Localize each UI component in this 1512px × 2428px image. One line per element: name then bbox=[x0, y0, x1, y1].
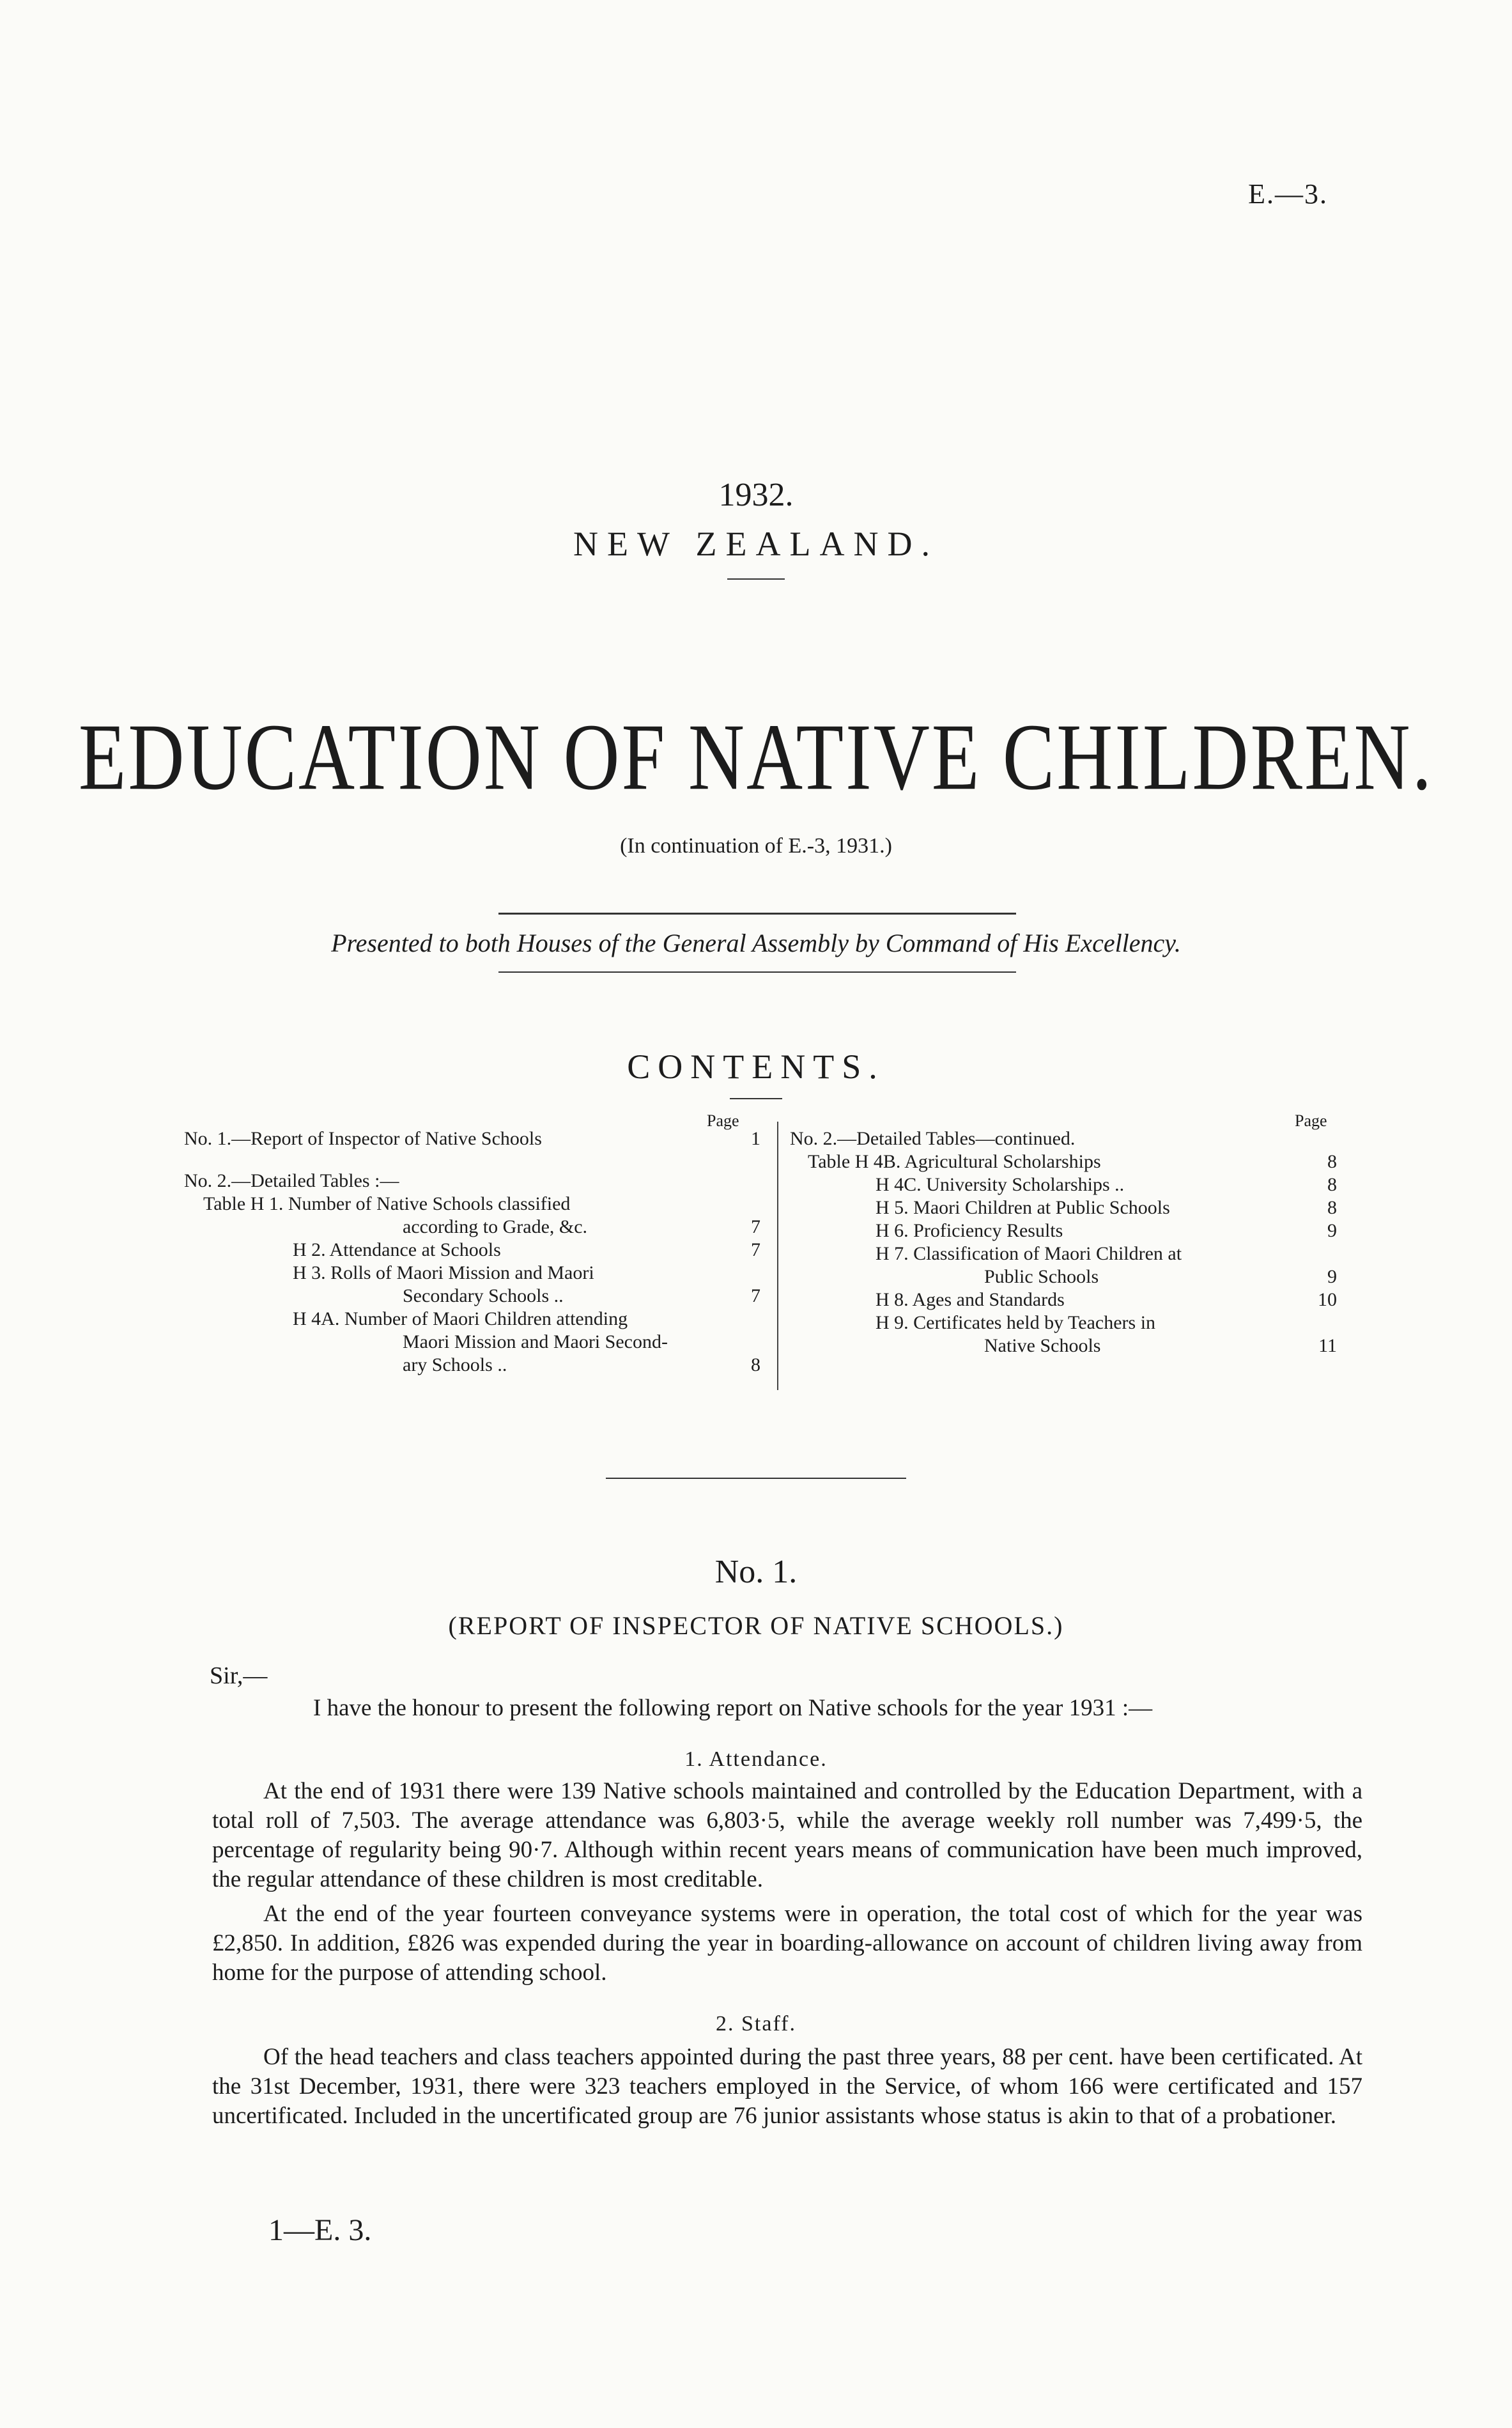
subtitle: (In continuation of E.-3, 1931.) bbox=[620, 834, 892, 858]
toc-entry-text: H 8. Ages and Standards bbox=[876, 1289, 1065, 1310]
toc-entry-text: Table H 4B. Agricultural Scholarships bbox=[808, 1151, 1101, 1172]
section-rule bbox=[606, 1478, 906, 1479]
toc-entry bbox=[876, 1219, 1063, 1242]
contents-rule bbox=[730, 1098, 782, 1099]
toc-entry-page: 7 bbox=[751, 1285, 760, 1306]
toc-entry bbox=[184, 1127, 542, 1150]
toc-entry bbox=[293, 1308, 628, 1331]
toc-entry bbox=[403, 1216, 587, 1239]
toc-entry bbox=[293, 1262, 594, 1285]
toc-entry bbox=[293, 1239, 501, 1262]
toc-entry bbox=[808, 1150, 1101, 1173]
page-title: EDUCATION OF NATIVE CHILDREN. bbox=[78, 704, 1434, 810]
section-heading-attendance: 1. Attendance. bbox=[684, 1747, 828, 1771]
toc-entry bbox=[984, 1265, 1099, 1288]
toc-entry bbox=[876, 1196, 1170, 1219]
toc-column-divider bbox=[777, 1122, 778, 1390]
toc-entry-page: 7 bbox=[751, 1239, 760, 1260]
country-heading: NEW ZEALAND. bbox=[573, 525, 939, 563]
toc-entry bbox=[876, 1173, 1124, 1196]
toc-entry bbox=[403, 1285, 564, 1308]
contents-heading: CONTENTS. bbox=[627, 1048, 885, 1086]
toc-entry-text: Maori Mission and Maori Second- bbox=[403, 1331, 668, 1352]
toc-entry-text: No. 2.—Detailed Tables—continued. bbox=[790, 1128, 1076, 1149]
toc-entry bbox=[790, 1127, 1075, 1150]
toc-entry-text: H 2. Attendance at Schools bbox=[293, 1239, 501, 1260]
toc-entry bbox=[876, 1311, 1155, 1334]
staff-paragraph-1: Of the head teachers and class teachers appointed during the past three years, 88 per cent. have been certificated. At the 31st December, 1931, there were 323 teachers employed in the Service, of whom 166 were certificated and 157 uncertificated. Included in the uncertificated group are 76 junior assistants whose status is akin to that of a probationer. bbox=[212, 2044, 1362, 2129]
toc-entry-text: H 5. Maori Children at Public Schools bbox=[876, 1197, 1170, 1218]
toc-entry bbox=[403, 1354, 507, 1377]
toc-entry-text: Table H 1. Number of Native Schools classified bbox=[203, 1193, 571, 1214]
toc-entry-page: 11 bbox=[1318, 1335, 1337, 1356]
toc-entry-page: 8 bbox=[1327, 1197, 1337, 1218]
section-heading-staff: 2. Staff. bbox=[716, 2012, 796, 2036]
toc-entry-text: H 4C. University Scholarships .. bbox=[876, 1174, 1125, 1195]
toc-entry-page: 8 bbox=[1327, 1174, 1337, 1195]
toc-entry-text: ary Schools .. bbox=[403, 1354, 507, 1375]
intro-paragraph: I have the honour to present the following report on Native schools for the year 1931 :— bbox=[313, 1695, 1153, 1721]
presented-bottom-rule bbox=[498, 971, 1016, 973]
short-rule bbox=[727, 578, 785, 580]
toc-entry-page: 10 bbox=[1318, 1289, 1337, 1310]
toc-entry-text: No. 2.—Detailed Tables :— bbox=[184, 1170, 399, 1191]
toc-entry-page: 9 bbox=[1327, 1266, 1337, 1287]
toc-entry-text: according to Grade, &c. bbox=[403, 1216, 588, 1237]
presented-top-rule bbox=[498, 913, 1016, 915]
toc-entry-text: H 7. Classification of Maori Children at bbox=[876, 1243, 1182, 1264]
toc-entry bbox=[184, 1170, 399, 1193]
toc-entry-text: H 9. Certificates held by Teachers in bbox=[876, 1312, 1156, 1333]
report-title: (REPORT OF INSPECTOR OF NATIVE SCHOOLS.) bbox=[448, 1611, 1064, 1640]
toc-entry-text: H 3. Rolls of Maori Mission and Maori bbox=[293, 1262, 594, 1283]
toc-entry-text: H 6. Proficiency Results bbox=[876, 1220, 1063, 1241]
toc-entry bbox=[984, 1334, 1100, 1357]
presentation-line: Presented to both Houses of the General Assembly by Command of His Excellency. bbox=[331, 929, 1181, 957]
toc-entry bbox=[876, 1288, 1065, 1311]
toc-entry-text: Secondary Schools .. bbox=[403, 1285, 564, 1306]
toc-entry bbox=[876, 1242, 1182, 1265]
toc-entry-text: Native Schools bbox=[984, 1335, 1101, 1356]
toc-entry-text: No. 1.—Report of Inspector of Native Schools bbox=[184, 1128, 542, 1149]
toc-entry-page: 8 bbox=[751, 1354, 760, 1375]
toc-entry bbox=[203, 1193, 570, 1216]
toc-page-label-left: Page bbox=[707, 1111, 739, 1130]
toc-entry-page: 8 bbox=[1327, 1151, 1337, 1172]
toc-entry-page: 1 bbox=[751, 1128, 760, 1149]
document-reference: E.—3. bbox=[1248, 178, 1328, 210]
attendance-paragraph-1: At the end of 1931 there were 139 Native schools maintained and controlled by the Education Department, with a total roll of 7,503. The average attendance was 6,803·5, while the average weekly roll number was 7,499·5, the percentage of regularity being 90·7. Although within recent years means of communication have been much improved, the regular attendance of these children is most creditable. bbox=[212, 1778, 1362, 1892]
report-number: No. 1. bbox=[714, 1554, 798, 1590]
toc-entry-text: H 4A. Number of Maori Children attending bbox=[293, 1308, 628, 1329]
page-signature: 1—E. 3. bbox=[268, 2213, 372, 2247]
toc-page-label-right: Page bbox=[1295, 1111, 1327, 1130]
toc-entry-page: 7 bbox=[751, 1216, 760, 1237]
salutation: Sir,— bbox=[210, 1662, 268, 1689]
attendance-paragraph-2: At the end of the year fourteen conveyance systems were in operation, the total cost of which for the year was £2,850. In addition, £826 was expended during the year in boarding-allowance on account of children living away from home for the purpose of attending school. bbox=[212, 1901, 1362, 1986]
toc-entry-text: Public Schools bbox=[984, 1266, 1099, 1287]
toc-entry-page: 9 bbox=[1327, 1220, 1337, 1241]
toc-entry bbox=[403, 1331, 668, 1354]
document-year: 1932. bbox=[718, 477, 794, 513]
